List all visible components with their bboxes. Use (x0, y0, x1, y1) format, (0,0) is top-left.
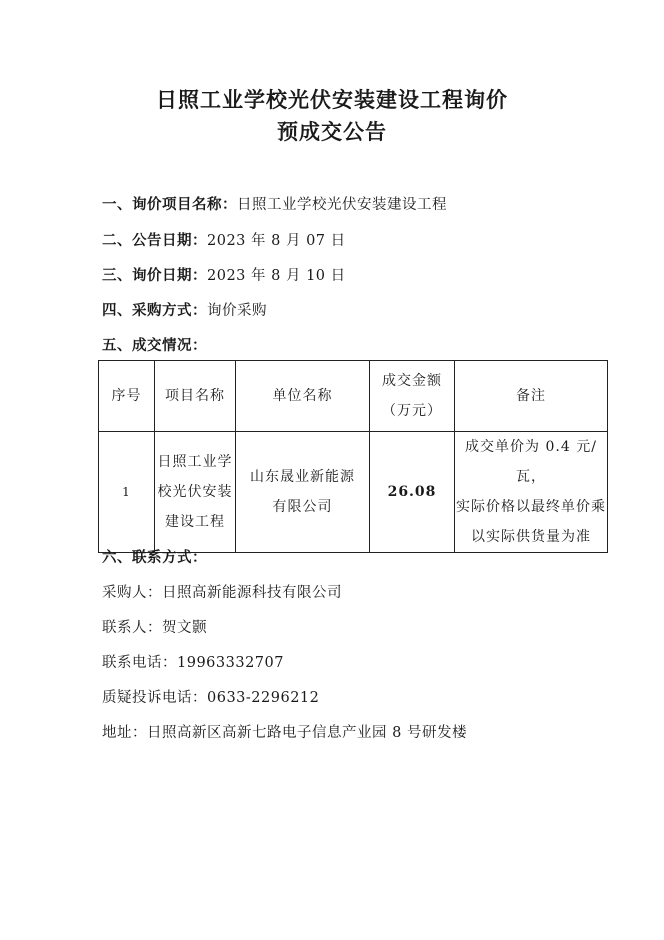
item-value: 日照工业学校光伏安装建设工程 (237, 197, 447, 213)
item-value: 2023 年 8 月 07 日 (207, 233, 346, 249)
contact-complaint-phone: 质疑投诉电话：0633-2296212 (102, 690, 320, 706)
cell-remark-line1: 成交单价为 0.4 元/瓦， (465, 439, 597, 485)
cell-remark (455, 432, 608, 553)
deal-table (98, 360, 608, 553)
table-header-row (99, 361, 608, 432)
item-procurement-method (102, 299, 267, 320)
cell-project-line1: 日照工业学 (157, 454, 233, 470)
item-inquiry-date (102, 264, 346, 285)
table-row (99, 432, 608, 553)
item-value: 询价采购 (207, 303, 267, 319)
cell-amount: 26.08 (370, 432, 455, 553)
item-label: 五、成交情况： (102, 337, 207, 354)
cell-remark-line2: 实际价格以最终单价乘 (456, 499, 606, 515)
header-seq: 序号 (99, 361, 155, 432)
item-deal-status (102, 334, 207, 355)
cell-unit-line2: 有限公司 (272, 499, 333, 515)
cell-seq: 1 (99, 432, 155, 553)
header-amount-line2: （万元） (382, 403, 442, 419)
item-project-name (102, 193, 447, 214)
header-unit: 单位名称 (236, 361, 370, 432)
contact-phone: 联系电话：19963332707 (102, 655, 284, 671)
header-project: 项目名称 (155, 361, 236, 432)
cell-remark-line3: 以实际供货量为准 (471, 529, 591, 545)
header-amount (370, 361, 455, 432)
contact-buyer: 采购人：日照高新能源科技有限公司 (102, 585, 342, 601)
document-title-line2: 预成交公告 (277, 119, 387, 144)
cell-unit (236, 432, 370, 553)
contact-person: 联系人：贺文颢 (102, 620, 207, 636)
contact-address: 地址：日照高新区高新七路电子信息产业园 8 号研发楼 (102, 725, 467, 741)
contact-heading: 六、联系方式： (102, 549, 207, 566)
document-title-line1: 日照工业学校光伏安装建设工程询价 (156, 87, 508, 112)
item-announce-date (102, 229, 346, 250)
item-label: 四、采购方式： (102, 302, 207, 319)
cell-unit-line1: 山东晟业新能源 (250, 469, 355, 485)
item-label: 三、询价日期： (102, 267, 207, 284)
header-amount-line1: 成交金额 (382, 373, 442, 389)
cell-project (155, 432, 236, 553)
item-value: 2023 年 8 月 10 日 (207, 268, 346, 284)
item-label: 二、公告日期： (102, 232, 207, 249)
header-remark: 备注 (455, 361, 608, 432)
cell-project-line3: 建设工程 (165, 514, 225, 530)
item-label: 一、询价项目名称： (102, 196, 237, 213)
cell-project-line2: 校光伏安装 (157, 484, 233, 500)
